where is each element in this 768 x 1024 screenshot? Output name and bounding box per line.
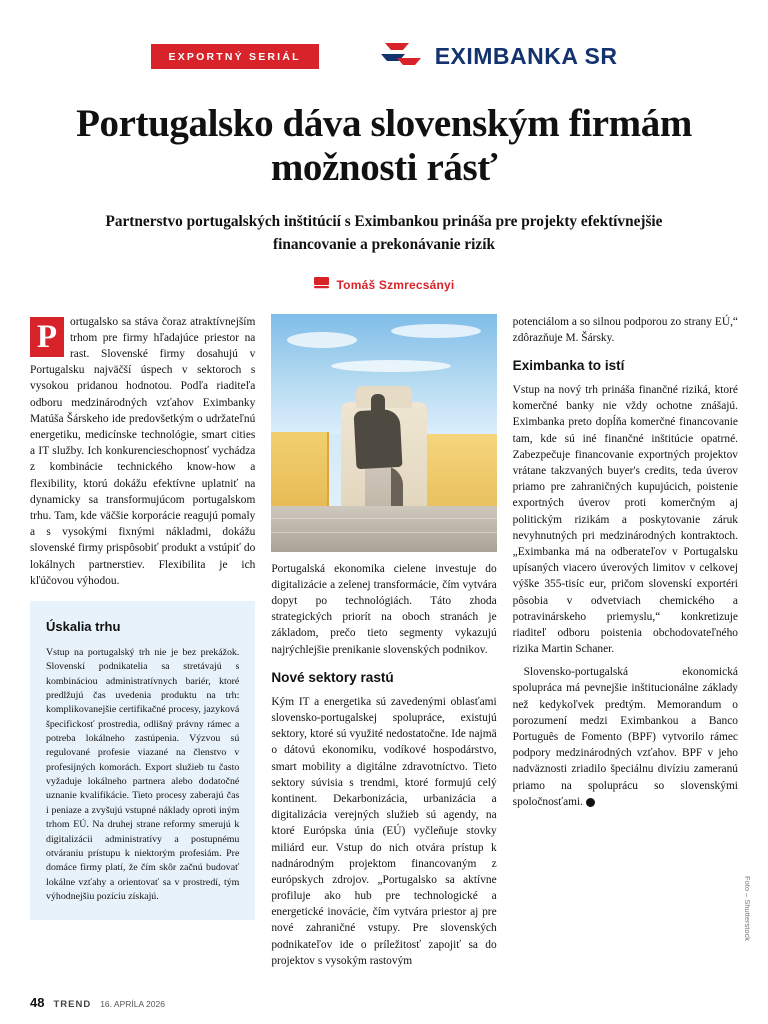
lead-paragraph-wrap: [30, 314, 255, 589]
paragraph: [513, 664, 738, 810]
serial-badge: EXPORTNÝ SERIÁL: [151, 44, 319, 69]
author-badge-icon: [314, 276, 329, 294]
section-heading-eximbanka: Eximbanka to istí: [512, 358, 625, 374]
paragraph: Kým IT a energetika sú zavedenými oblasťami slovensko-portugalskej spolupráce, existujú sektory, ktoré sú využité nedostatočne. Ide najmä o dátovú ekonomiku, vodíkové hospodárstvo, smart mobility a digitálne zdravotníctvo. Tieto sektory súvisia s trendmi, ktoré formujú celý kontinent. Dekarbonizácia, urbanizácia a digitalizácia verejných služieb sú agendy, na ktoré Európska únia (EÚ) vyčleňuje stovky miliárd eur. Vstup do nich otvára prístup k nadnárodným projektom financovaným z európskych zdrojov. „Portugalsko sa aktívne profiluje ako hub pre technologické a energetické inovácie, čím vytvára priestor aj pre nové zahraničné vstupy. Pre slovenských podnikateľov ide o príležitosť zapojiť sa do projektov s vysokým rastovým: [271, 695, 497, 967]
brand-name: EXIMBANKA SR: [434, 42, 618, 69]
section-heading-new-sectors: Nové sektory rastú: [271, 669, 394, 685]
column-2: [271, 314, 496, 969]
sidebar-title: Úskalia trhu: [46, 618, 121, 634]
column-1: [30, 314, 255, 969]
sidebar-text: Vstup na portugalský trh nie je bez prekážok. Slovenskí podnikatelia sa stretávajú s kombináciou administratívnych bariér, ktoré predlžujú čas uvedenia produktu na trh: komplikovanejšie certifikačné procesy, jazyková špecifickosť prostredia, odlišný právny rámec a potreba lokálneho zastúpenia. Výzvou sú regulované profesie viazané na členstvo v profesijných komorách. Export služieb tu často vyžaduje lokálneho partnera alebo dodatočné uznanie kvalifikácie. Tieto procesy zaberajú čas i peniaze a zvyšujú vstupné náklady oproti iným trhom EÚ. Na druhej strane reformy smerujú k digitalizácii administratívy a postupnému otváraniu prístupu k niektorým profesiám. Pre domáce firmy platí, že čím skôr začnú budovať lokálne vzťahy a orientovať sa v prostredí, tým výhodnejšiu pozíciu získajú.: [46, 646, 240, 902]
article-deck: Partnerstvo portugalských inštitúcií s Eximbankou prináša pre projekty efektívnejšie financovanie a prekonávanie rizík: [105, 213, 663, 253]
eximbanka-logo-icon: [379, 39, 423, 74]
publication-name: TREND: [53, 999, 92, 1010]
paragraph: Portugalská ekonomika cielene investuje do digitalizácie a zelenej transformácie, čím vytvára dopyt po technológiách. Táto zhoda strategických priorít na oboch stranách je základom, prečo tieto segmenty vykazujú najrýchlejšie prenikanie slovenských podnikov.: [271, 562, 497, 656]
end-mark-icon: ✦: [586, 798, 595, 807]
lead-paragraph: ortugalsko sa stáva čoraz atraktívnejším trhom pre firmy hľadajúce priestor na rast. Slovenské firmy dosahujú v Portugalsku najväčší úspech v sektoroch s vysokou pridanou hodnotou. Podľa riaditeľa odboru medzinárodných vzťahov Eximbanky Matúša Šárskeho ide predovšetkým o udržateľnú energetiku, medicínske technológie, smart cities a IT služby. Ich konkurencieschopnosť vychádza z kombinácie technického know-how a flexibility, ktorú dokážu efektívne uplatniť na dynamicky sa transformujúcom portugalskom trhu. Tam, kde väčšie korporácie reagujú pomaly a s vysokými fixnými nákladmi, dokážu slovenské firmy prispôsobiť produkt a vstúpiť do lokálnych partnerstiev. Flexibilita je ich kľúčovou výhodou.: [30, 315, 256, 587]
page-title: Portugalsko dáva slovenským firmám možnosti rásť: [76, 102, 692, 189]
page-number: 48: [30, 995, 45, 1010]
page-footer: [30, 995, 738, 1010]
publication-date: 16. APRÍLA 2026: [100, 999, 165, 1009]
drop-cap: P: [30, 317, 64, 357]
paragraph: Vstup na nový trh prináša finančné riziká, ktoré komerčné banky nie vždy ochotne znášajú. Eximbanka preto dopĺňa komerčné financovanie tam, kde sú iné finančné inštitúcie opatrné. Zabezpečuje financovanie exportných projektov vrátane takzvaných buyer's credits, teda úverov priamo pre zahraničných kupujúcich, poistenie exportných úverov proti komerčným aj politickým rizikám a poskytovanie záruk nevyhnutných pri medzinárodných kontraktoch. „Eximbanka má na odberateľov v Portugalsku upísaných viacero úverových limitov v celkovej výške 355-tisíc eur, pričom slovenskí exportéri pôsobia v odvetviach chemického a potravinárskeho priemyslu,“ konkretizuje riaditeľ odboru poistenia obchodovateľného rizika Martin Schaner.: [512, 384, 738, 656]
sidebar-box: [30, 601, 255, 920]
paragraph: potenciálom a so silnou podporou zo strany EÚ,“ zdôrazňuje M. Šársky.: [512, 315, 738, 344]
author-name: Tomáš Szmrecsányi: [336, 277, 455, 292]
column-3: [512, 314, 752, 969]
praca-do-comercio-lisbon-photo: [271, 314, 496, 552]
photo-credit: Foto – Shutterstock: [742, 875, 752, 941]
paragraph-text: Slovensko-portugalská ekonomická spolupráca má pevnejšie inštitucionálne základy než kedykoľvek predtým. Memorandum o porozumení medzi Eximbankou a Banco Português de Fomento (BPF) vytvorilo rámec podpory medzinárodných vzťahov. BPF v jeho nadväznosti zriadilo špeciálnu divíziu zameranú priamo na spoluprácu so slovenskými spoločnosťami.: [512, 666, 738, 808]
article-columns: [30, 314, 752, 969]
masthead: [30, 36, 738, 76]
brand-lockup: [379, 39, 618, 74]
byline: [30, 276, 738, 294]
